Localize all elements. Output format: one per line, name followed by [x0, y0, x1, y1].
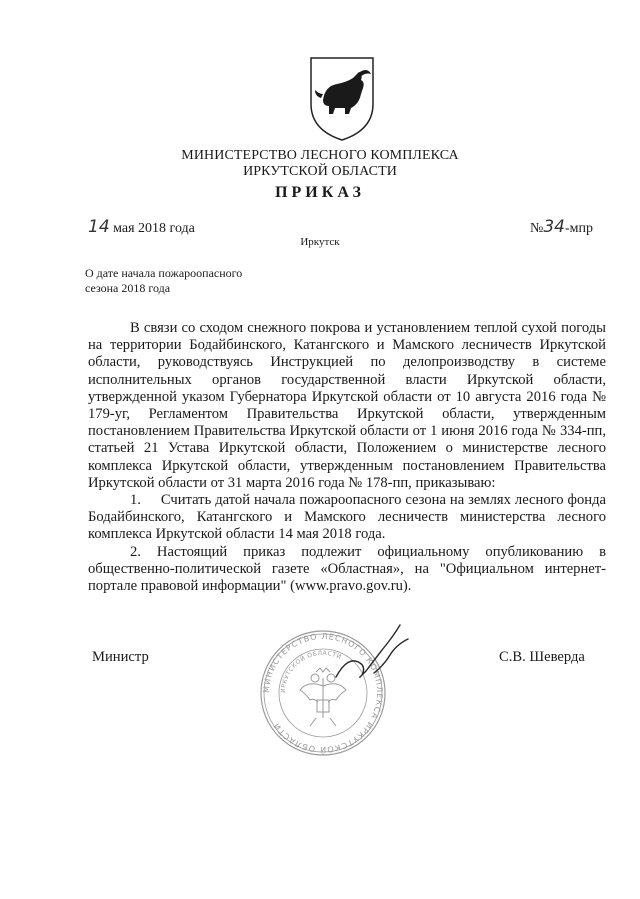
date-month-year: мая 2018 года [113, 221, 195, 236]
document-body [88, 320, 606, 595]
stamp-inner-text: ИРКУТСКОЙ ОБЛАСТИ [279, 649, 343, 694]
document-subject [85, 266, 325, 296]
ministry-name [0, 148, 640, 180]
subject-line-1: О дате начала пожароопасного [85, 266, 243, 280]
document-number [530, 217, 593, 237]
handwritten-number: 34 [543, 217, 565, 237]
signer-name: С.В. Шеверда [499, 649, 585, 665]
document-date [88, 217, 195, 237]
document-title: ПРИКАЗ [275, 184, 365, 201]
handwritten-day: 14 [88, 217, 110, 237]
city-name: Иркутск [300, 236, 340, 248]
handwritten-signature [326, 615, 416, 695]
body-intro: В связи со сходом снежного покрова и установлением теплой сухой погоды на территории Бодайбинского, Катангского и Мамского лесничеств Иркутской области, руководствуясь Инструкцией по делопроизводству в системе исполнительных органов государственной власти Иркутской области, утвержденной указом Губернатора Иркутской области от 10 августа 2016 года № 179-уг, Регламентом Правительства Иркутской области, утвержденным постановлением Правительства Иркутской области от 1 июня 2016 года № 334-пп, статьей 21 Устава Иркутской области, Положением о министерстве лесного комплекса Иркутской области, утвержденным постановлением Правительства Иркутской области от 31 марта 2016 года № 178-пп, приказываю: [88, 320, 606, 491]
order-item-2: 2. Настоящий приказ подлежит официальному опубликованию в общественно-политической газете «Областная», на "Официальном интернет-портале правовой информации" (www.pravo.gov.ru). [88, 543, 606, 595]
subject-line-2: сезона 2018 года [85, 281, 171, 295]
order-item-1: 1. Считать датой начала пожароопасного сезона на землях лесного фонда Бодайбинского, Катангского и Мамского лесничеств министерства лесного комплекса Иркутской области 14 мая 2018 года. [88, 492, 606, 543]
ministry-line-1: МИНИСТЕРСТВО ЛЕСНОГО КОМПЛЕКСА [181, 148, 459, 163]
signer-role: Министр [92, 649, 149, 665]
number-suffix: -мпр [565, 221, 594, 236]
ministry-line-2: ИРКУТСКОЙ ОБЛАСТИ [243, 164, 397, 179]
stamp-outer-text: МИНИСТЕРСТВО ЛЕСНОГО КОМПЛЕКСА ИРКУТСКОЙ ОБЛАСТИ [261, 631, 385, 755]
number-sign: № [530, 221, 544, 236]
coat-of-arms-icon [303, 52, 381, 144]
